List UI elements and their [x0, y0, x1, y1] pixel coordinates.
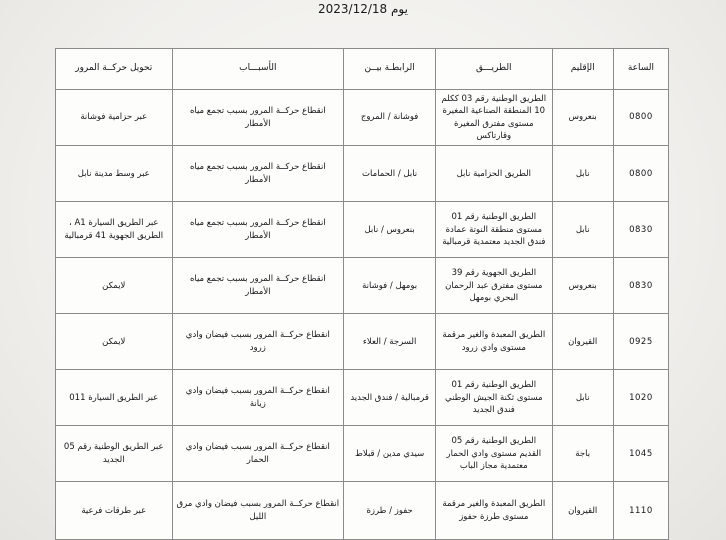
cell-link: قرمبالية / فندق الجديد: [344, 370, 436, 426]
cell-time: 1045: [613, 426, 668, 482]
cell-region: بنعروس: [552, 258, 613, 314]
table-row: [56, 146, 669, 202]
cell-road: الطريق الوطنية رقم 03 ككلم 10 المنطقة الصناعية المغيرة مستوى مفترق المغيرة وقارتاكس: [436, 90, 552, 146]
table-row: [56, 426, 669, 482]
cell-time: 1020: [613, 370, 668, 426]
cell-reason: انقطاع حركــة المرور بسبب تجمع مياه الأمطار: [172, 90, 344, 146]
cell-diversion: عبر حزامية فوشانة: [56, 90, 173, 146]
cell-link: فوشانة / المروج: [344, 90, 436, 146]
cell-reason: انقطاع حركــة المرور بسبب تجمع مياه الأمطار: [172, 202, 344, 258]
cell-road: الطريق المعبدة والغير مرقمة مستوى وادي زرود: [436, 314, 552, 370]
cell-region: بنعروس: [552, 90, 613, 146]
cell-diversion: لايمكن: [56, 258, 173, 314]
cell-diversion: عبر الطريق السيارة A1 ، الطريق الجهوية 41 قرمبالية: [56, 202, 173, 258]
cell-region: القيروان: [552, 314, 613, 370]
cell-region: نابل: [552, 370, 613, 426]
cell-reason: انقطاع حركــة المرور بسبب تجمع مياه الأمطار: [172, 146, 344, 202]
cell-time: 0925: [613, 314, 668, 370]
column-header-time: الساعة: [613, 49, 668, 90]
cell-diversion: عبر الطريق السيارة 011: [56, 370, 173, 426]
cell-region: نابل: [552, 202, 613, 258]
cell-link: نابل / الحمامات: [344, 146, 436, 202]
cell-road: الطريق الحزامية نابل: [436, 146, 552, 202]
cell-reason: انقطاع حركــة المرور بسبب فيضان وادي زرود: [172, 314, 344, 370]
cell-road: الطريق الوطنية رقم 05 القديم مستوى وادي الحمار معتمدية مجاز الباب: [436, 426, 552, 482]
table-row: [56, 370, 669, 426]
cell-reason: انقطاع حركــة المرور بسبب فيضان وادي مرق الليل: [172, 482, 344, 540]
road-closure-table: [55, 48, 669, 540]
cell-time: 0800: [613, 146, 668, 202]
cell-region: باجة: [552, 426, 613, 482]
column-header-diversion: تحويل حركــة المرور: [56, 49, 173, 90]
cell-road: الطريق المعبدة والغير مرقمة مستوى طرزة حفوز: [436, 482, 552, 540]
cell-road: الطريق الوطنية رقم 01 مستوى ثكنة الجيش الوطني فندق الجديد: [436, 370, 552, 426]
column-header-road: الطريـــق: [436, 49, 552, 90]
cell-region: نابل: [552, 146, 613, 202]
table-row: [56, 482, 669, 540]
cell-link: بنعروس / نابل: [344, 202, 436, 258]
cell-reason: انقطاع حركــة المرور بسبب فيضان وادي الحمار: [172, 426, 344, 482]
cell-time: 0830: [613, 202, 668, 258]
cell-reason: انقطاع حركــة المرور بسبب فيضان وادي زيانة: [172, 370, 344, 426]
cell-diversion: لايمكن: [56, 314, 173, 370]
cell-time: 1110: [613, 482, 668, 540]
table-header-row: [56, 49, 669, 90]
cell-road: الطريق الوطنية رقم 01 مستوى منطقة النوتة عمادة فندق الجديد معتمدية قرمبالية: [436, 202, 552, 258]
table-row: [56, 90, 669, 146]
cell-link: سيدي مدين / قبلاط: [344, 426, 436, 482]
cell-diversion: عبر وسط مدينة نابل: [56, 146, 173, 202]
table-row: [56, 314, 669, 370]
report-table-container: [55, 48, 669, 523]
table-body: [56, 90, 669, 540]
cell-time: 0830: [613, 258, 668, 314]
table-row: [56, 202, 669, 258]
cell-diversion: عبر طرقات فرعية: [56, 482, 173, 540]
document-date: يوم 2023/12/18: [318, 2, 408, 16]
column-header-link: الرابطـة بيــن: [344, 49, 436, 90]
column-header-reason: الأسبـــاب: [172, 49, 344, 90]
cell-reason: انقطاع حركــة المرور بسبب تجمع مياه الأمطار: [172, 258, 344, 314]
cell-link: بومهل / فوشانة: [344, 258, 436, 314]
cell-link: السرجة / العلاء: [344, 314, 436, 370]
cell-time: 0800: [613, 90, 668, 146]
cell-link: حفوز / طرزة: [344, 482, 436, 540]
table-row: [56, 258, 669, 314]
cell-region: القيروان: [552, 482, 613, 540]
column-header-region: الإقليم: [552, 49, 613, 90]
cell-diversion: عبر الطريق الوطنية رقم 05 الجديد: [56, 426, 173, 482]
cell-road: الطريق الجهوية رقم 39 مستوى مفترق عبد الرحمان البحري بومهل: [436, 258, 552, 314]
table-header: [56, 49, 669, 90]
